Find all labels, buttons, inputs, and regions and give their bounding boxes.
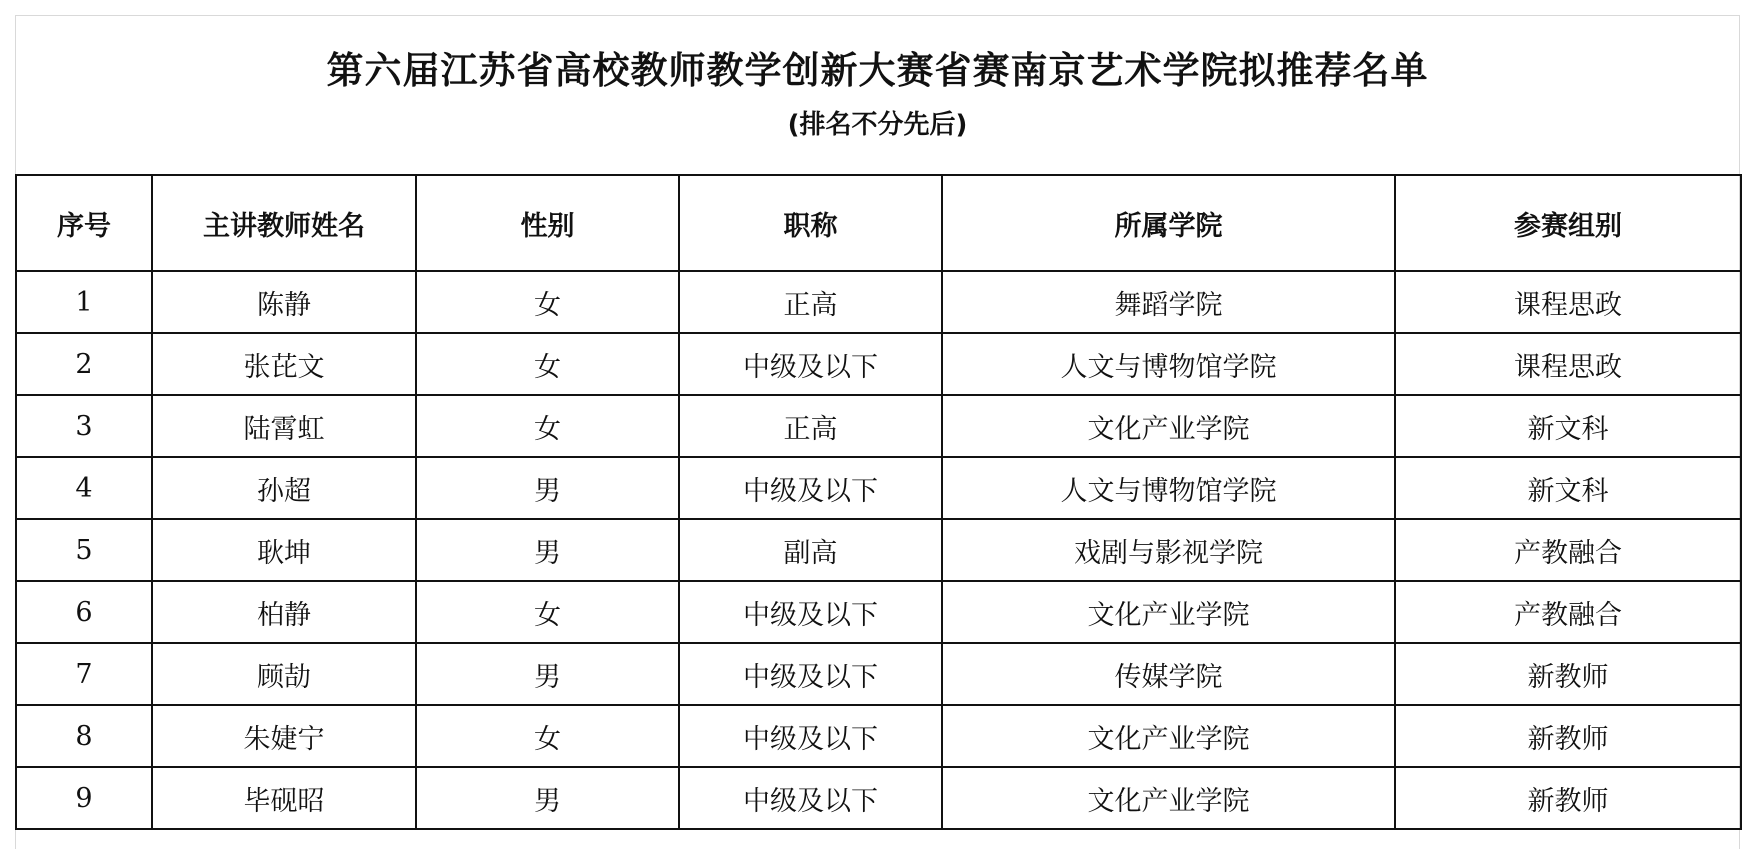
cell-college: 文化产业学院 — [942, 581, 1395, 643]
table-row — [16, 705, 1741, 767]
cell-group: 新文科 — [1395, 395, 1741, 457]
cell-group: 新文科 — [1395, 457, 1741, 519]
column-header-college: 所属学院 — [942, 175, 1395, 271]
table-row — [16, 581, 1741, 643]
cell-gender: 女 — [416, 271, 679, 333]
column-header-index: 序号 — [16, 175, 152, 271]
cell-college: 文化产业学院 — [942, 705, 1395, 767]
recommendation-table — [15, 174, 1742, 830]
cell-index: 9 — [16, 767, 152, 829]
table-row — [16, 333, 1741, 395]
cell-group: 课程思政 — [1395, 271, 1741, 333]
table-row — [16, 519, 1741, 581]
cell-teacher-name: 陈静 — [152, 271, 416, 333]
cell-group: 新教师 — [1395, 767, 1741, 829]
cell-gender: 男 — [416, 457, 679, 519]
cell-title: 中级及以下 — [679, 767, 942, 829]
cell-title: 中级及以下 — [679, 643, 942, 705]
cell-index: 5 — [16, 519, 152, 581]
cell-college: 文化产业学院 — [942, 767, 1395, 829]
cell-title: 中级及以下 — [679, 333, 942, 395]
cell-title: 正高 — [679, 271, 942, 333]
cell-teacher-name: 耿坤 — [152, 519, 416, 581]
cell-group: 产教融合 — [1395, 581, 1741, 643]
cell-gender: 男 — [416, 519, 679, 581]
cell-college: 传媒学院 — [942, 643, 1395, 705]
cell-group: 新教师 — [1395, 705, 1741, 767]
cell-index: 3 — [16, 395, 152, 457]
column-header-teacher-name: 主讲教师姓名 — [152, 175, 416, 271]
cell-teacher-name: 陆霄虹 — [152, 395, 416, 457]
document-subtitle: (排名不分先后) — [787, 110, 968, 140]
cell-gender: 男 — [416, 643, 679, 705]
table-header-row — [16, 175, 1741, 271]
cell-teacher-name: 柏静 — [152, 581, 416, 643]
cell-gender: 女 — [416, 705, 679, 767]
cell-index: 6 — [16, 581, 152, 643]
table-row — [16, 457, 1741, 519]
cell-index: 8 — [16, 705, 152, 767]
cell-gender: 女 — [416, 333, 679, 395]
table-row — [16, 767, 1741, 829]
cell-gender: 女 — [416, 581, 679, 643]
cell-gender: 女 — [416, 395, 679, 457]
cell-title: 中级及以下 — [679, 581, 942, 643]
cell-title: 中级及以下 — [679, 705, 942, 767]
cell-group: 新教师 — [1395, 643, 1741, 705]
cell-college: 人文与博物馆学院 — [942, 457, 1395, 519]
cell-teacher-name: 顾劼 — [152, 643, 416, 705]
cell-group: 产教融合 — [1395, 519, 1741, 581]
document-title: 第六届江苏省高校教师教学创新大赛省赛南京艺术学院拟推荐名单 — [326, 49, 1429, 92]
cell-index: 2 — [16, 333, 152, 395]
cell-title: 副高 — [679, 519, 942, 581]
table-row — [16, 271, 1741, 333]
cell-college: 舞蹈学院 — [942, 271, 1395, 333]
column-header-group: 参赛组别 — [1395, 175, 1741, 271]
cell-college: 戏剧与影视学院 — [942, 519, 1395, 581]
column-header-title: 职称 — [679, 175, 942, 271]
cell-teacher-name: 朱婕宁 — [152, 705, 416, 767]
cell-group: 课程思政 — [1395, 333, 1741, 395]
cell-teacher-name: 张芘文 — [152, 333, 416, 395]
table-row — [16, 395, 1741, 457]
cell-gender: 男 — [416, 767, 679, 829]
cell-teacher-name: 孙超 — [152, 457, 416, 519]
cell-title: 中级及以下 — [679, 457, 942, 519]
cell-college: 人文与博物馆学院 — [942, 333, 1395, 395]
cell-teacher-name: 毕砚昭 — [152, 767, 416, 829]
cell-college: 文化产业学院 — [942, 395, 1395, 457]
column-header-gender: 性别 — [416, 175, 679, 271]
table-row — [16, 643, 1741, 705]
cell-index: 7 — [16, 643, 152, 705]
cell-index: 1 — [16, 271, 152, 333]
cell-title: 正高 — [679, 395, 942, 457]
cell-index: 4 — [16, 457, 152, 519]
